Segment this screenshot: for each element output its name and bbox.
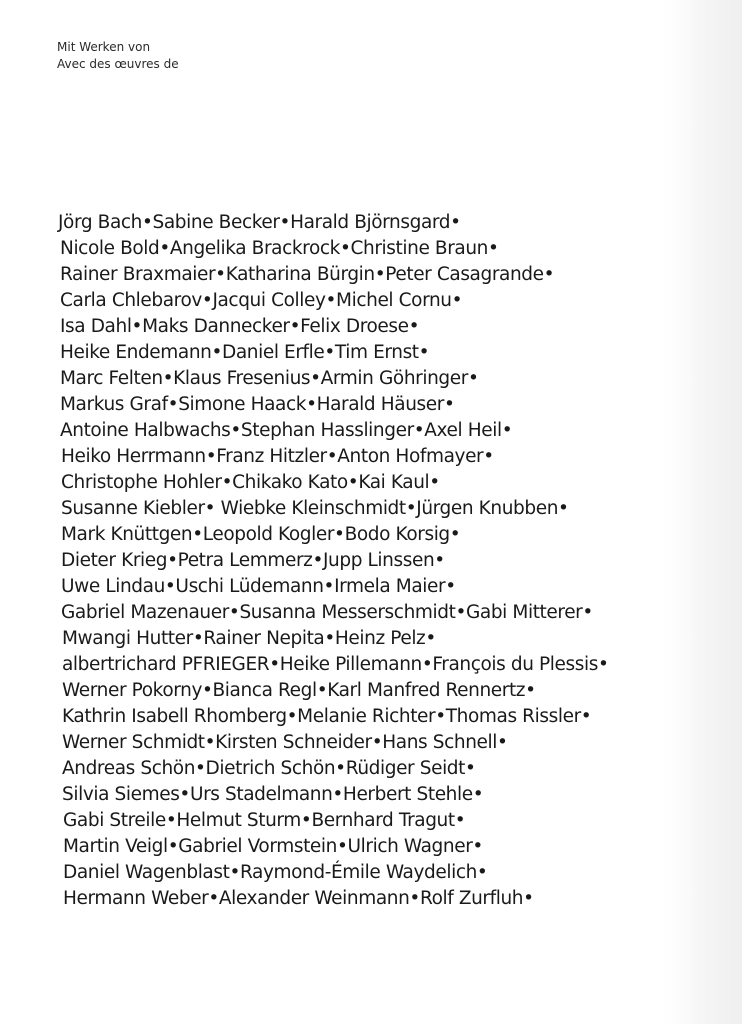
artist-line: Nicole Bold•Angelika Brackrock•Christine Braun• — [60, 238, 499, 259]
artist-line: Markus Graf•Simone Haack•Harald Häuser• — [60, 394, 455, 415]
artist-line: Dieter Krieg•Petra Lemmerz•Jupp Linssen• — [61, 550, 445, 571]
artist-line: Andreas Schön•Dietrich Schön•Rüdiger Seidt• — [62, 758, 476, 779]
artist-line: Uwe Lindau•Uschi Lüdemann•Irmela Maier• — [61, 576, 456, 597]
artist-line: Susanne Kiebler• Wiebke Kleinschmidt•Jürgen Knubben• — [61, 498, 569, 519]
artist-line: Heiko Herrmann•Franz Hitzler•Anton Hofmayer• — [61, 446, 494, 467]
artist-line: Antoine Halbwachs•Stephan Hasslinger•Axel Heil• — [60, 420, 513, 441]
artist-line: albertrichard PFRIEGER•Heike Pillemann•François du Plessis• — [62, 654, 609, 675]
artist-line: Werner Pokorny•Bianca Regl•Karl Manfred Rennertz• — [62, 680, 536, 701]
artist-line: Martin Veigl•Gabriel Vormstein•Ulrich Wagner• — [63, 836, 483, 857]
artist-line: Rainer Braxmaier•Katharina Bürgin•Peter Casagrande• — [60, 264, 555, 285]
artist-line: Carla Chlebarov•Jacqui Colley•Michel Cornu• — [60, 290, 463, 311]
artist-line: Christophe Hohler•Chikako Kato•Kai Kaul• — [61, 472, 440, 493]
artist-line: Hermann Weber•Alexander Weinmann•Rolf Zurfluh• — [63, 888, 534, 909]
header-block — [57, 39, 179, 73]
artist-line: Marc Felten•Klaus Fresenius•Armin Göhringer• — [60, 368, 479, 389]
artist-line: Kathrin Isabell Rhomberg•Melanie Richter•Thomas Rissler• — [62, 706, 592, 727]
artist-line: Mark Knüttgen•Leopold Kogler•Bodo Korsig• — [61, 524, 461, 545]
artist-line: Gabriel Mazenauer•Susanna Messerschmidt•Gabi Mitterer• — [61, 602, 593, 623]
artist-line: Werner Schmidt•Kirsten Schneider•Hans Schnell• — [62, 732, 508, 753]
artist-line: Heike Endemann•Daniel Erfle•Tim Ernst• — [60, 342, 430, 363]
artist-line: Gabi Streile•Helmut Sturm•Bernhard Tragut• — [63, 810, 466, 831]
artist-line: Isa Dahl•Maks Dannecker•Felix Droese• — [60, 316, 420, 337]
page-edge-shadow — [660, 0, 742, 1024]
artist-line: Daniel Wagenblast•Raymond-Émile Waydelich• — [63, 862, 488, 883]
artist-line: Mwangi Hutter•Rainer Nepita•Heinz Pelz• — [62, 628, 436, 649]
header-line-german: Mit Werken von — [57, 40, 151, 54]
artist-line: Silvia Siemes•Urs Stadelmann•Herbert Stehle• — [62, 784, 484, 805]
artist-line: Jörg Bach•Sabine Becker•Harald Björnsgard• — [58, 212, 461, 233]
header-line-french: Avec des œuvres de — [57, 57, 179, 71]
